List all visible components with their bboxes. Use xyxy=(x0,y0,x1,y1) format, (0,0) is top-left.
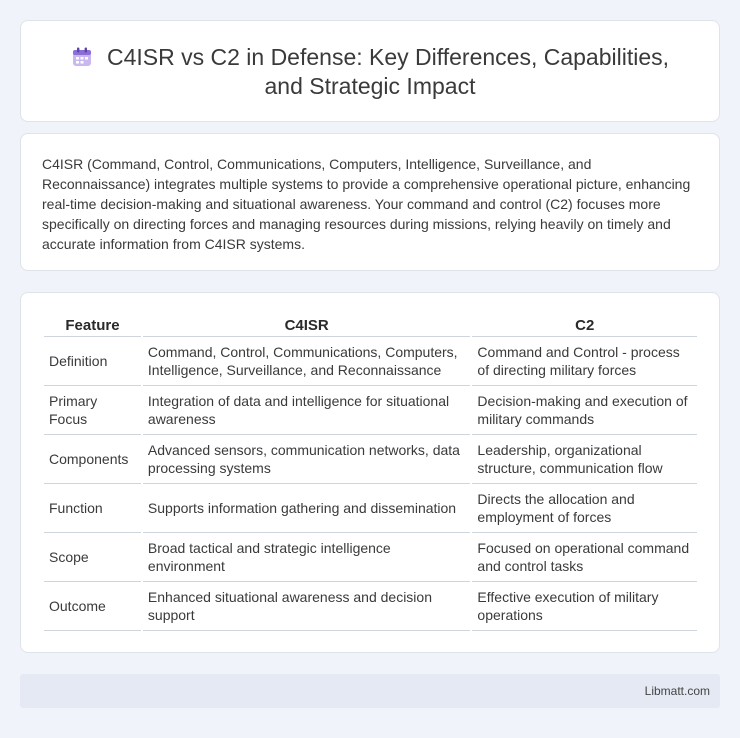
c2-cell: Leadership, organizational structure, communication flow xyxy=(472,435,697,484)
page-title xyxy=(21,43,719,101)
c4isr-cell: Enhanced situational awareness and decision support xyxy=(143,582,471,631)
feature-cell: Components xyxy=(44,435,141,484)
c2-cell: Focused on operational command and control tasks xyxy=(472,533,697,582)
header-feature: Feature xyxy=(44,311,141,337)
feature-cell: Function xyxy=(44,484,141,533)
feature-cell: Definition xyxy=(44,337,141,386)
intro-card xyxy=(20,133,720,271)
title-line-2: and Strategic Impact xyxy=(264,73,476,99)
c4isr-cell: Advanced sensors, communication networks, data processing systems xyxy=(143,435,471,484)
c4isr-cell: Broad tactical and strategic intelligence environment xyxy=(143,533,471,582)
feature-cell: Scope xyxy=(44,533,141,582)
c4isr-cell: Command, Control, Communications, Computers, Intelligence, Surveillance, and Reconnaissance xyxy=(143,337,471,386)
footer-bar xyxy=(20,674,720,708)
comparison-card xyxy=(20,292,720,653)
table-row xyxy=(44,533,697,582)
header-c2: C2 xyxy=(472,311,697,337)
table-row xyxy=(44,582,697,631)
footer-brand-link[interactable]: Libmatt.com xyxy=(644,684,710,698)
title-card xyxy=(20,20,720,122)
feature-cell: Primary Focus xyxy=(44,386,141,435)
c2-cell: Command and Control - process of directing military forces xyxy=(472,337,697,386)
table-header-row xyxy=(44,311,697,337)
c2-cell: Decision-making and execution of military commands xyxy=(472,386,697,435)
header-c4isr: C4ISR xyxy=(143,311,471,337)
c2-cell: Directs the allocation and employment of forces xyxy=(472,484,697,533)
intro-paragraph: C4ISR (Command, Control, Communications, Computers, Intelligence, Surveillance, and Reconnaissance) integrates multiple systems to provide a comprehensive operational picture, enhancing real-time decision-making and situational awareness. Your command and control (C2) focuses more specifically on directing forces and managing resources during missions, relying heavily on timely and accurate information from C4ISR systems. xyxy=(42,156,691,252)
calendar-icon xyxy=(71,46,93,68)
table-row xyxy=(44,386,697,435)
c4isr-cell: Integration of data and intelligence for situational awareness xyxy=(143,386,471,435)
table-row xyxy=(44,484,697,533)
title-line-1: C4ISR vs C2 in Defense: Key Differences, Capabilities, xyxy=(106,44,670,70)
c2-cell: Effective execution of military operations xyxy=(472,582,697,631)
c4isr-cell: Supports information gathering and dissemination xyxy=(143,484,471,533)
table-row xyxy=(44,435,697,484)
comparison-table xyxy=(42,311,699,631)
table-row xyxy=(44,337,697,386)
feature-cell: Outcome xyxy=(44,582,141,631)
